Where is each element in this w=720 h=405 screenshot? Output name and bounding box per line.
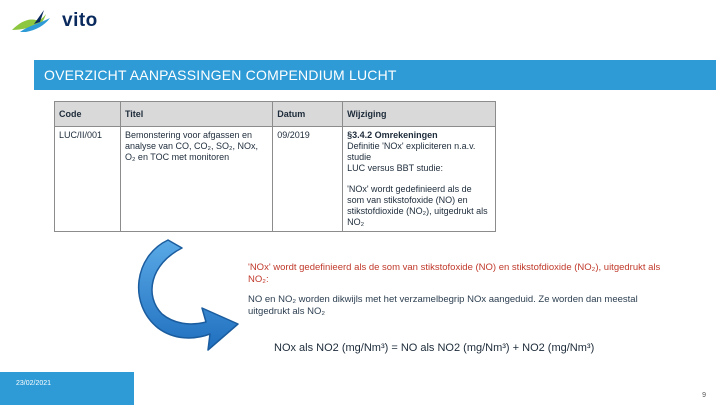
compendium-table [54, 101, 496, 232]
note-red: 'NOx' wordt gedefinieerd als de som van stikstofoxide (NO) en stikstofdioxide (NO₂), uitgedrukt als NO₂: [248, 262, 661, 285]
page-number: 9 [702, 392, 706, 399]
header-titel: Titel [120, 102, 272, 127]
slide-title-text: OVERZICHT AANPASSINGEN COMPENDIUM LUCHT [44, 67, 397, 83]
cell-titel: Bemonstering voor afgassen en analyse van CO, CO₂, SO₂, NOx, O₂ en TOC met monitoren [120, 127, 272, 232]
curved-arrow-icon [124, 234, 242, 356]
header-wijziging: Wijziging [343, 102, 496, 127]
nox-formula: NOx als NO2 (mg/Nm³) = NO als NO2 (mg/Nm³) + NO2 (mg/Nm³) [274, 342, 595, 354]
slide-title [34, 60, 716, 90]
wijziging-title: §3.4.2 Omrekeningen [347, 130, 438, 140]
cell-wijziging [343, 127, 496, 232]
vito-logo [10, 6, 120, 36]
note-dark: NO en NO₂ worden dikwijls met het verzamelbegrip NOx aangeduid. Ze worden dan meestal uitgedrukt als NO₂ [248, 294, 638, 317]
wijziging-line: Definitie 'NOx' expliciteren n.a.v. studie [347, 141, 476, 162]
cell-datum: 09/2019 [273, 127, 343, 232]
header-datum: Datum [273, 102, 343, 127]
bird-logo-icon [10, 8, 58, 36]
wijziging-line: LUC versus BBT studie: [347, 163, 443, 173]
wijziging-line: 'NOx' wordt gedefinieerd als de som van stikstofoxide (NO) en stikstofdioxide (NO₂), uitgedrukt als NO₂ [347, 184, 488, 227]
cell-code: LUC/II/001 [55, 127, 121, 232]
footer-bar [0, 372, 134, 405]
nox-notes [248, 262, 678, 318]
brand-name: vito [62, 10, 98, 31]
footer-date: 23/02/2021 [16, 380, 52, 387]
table-row [55, 127, 496, 232]
table-header-row [55, 102, 496, 127]
header-code: Code [55, 102, 121, 127]
